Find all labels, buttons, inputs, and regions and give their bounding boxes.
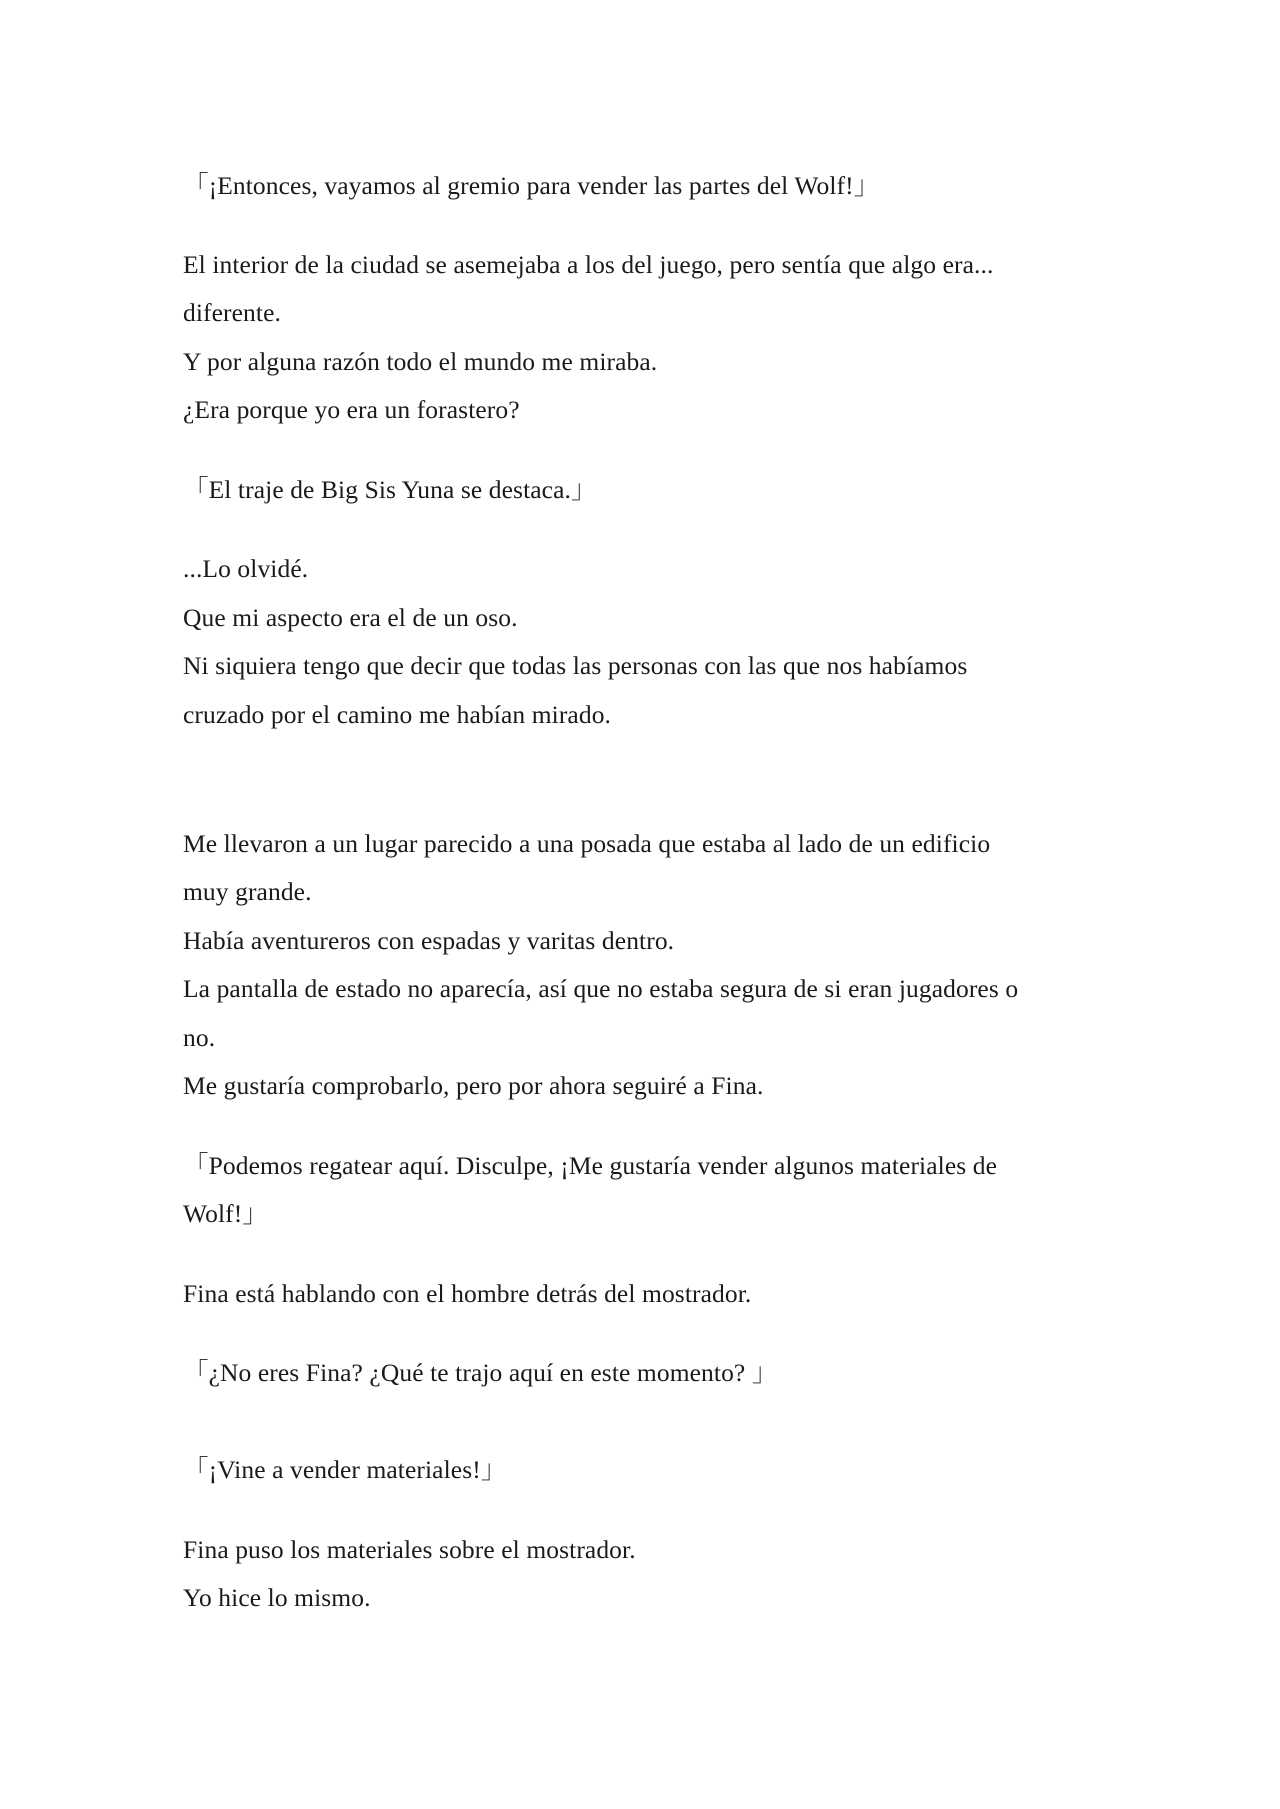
- text-line: muy grande.: [183, 877, 312, 906]
- text-line: cruzado por el camino me habían mirado.: [183, 700, 612, 729]
- text-line: Y por alguna razón todo el mundo me miraba.: [183, 347, 658, 376]
- text-line: ...Lo olvidé.: [183, 554, 309, 583]
- dialogue-line: 「El traje de Big Sis Yuna se destaca.」: [183, 475, 597, 504]
- text-line: Ni siquiera tengo que decir que todas las personas con las que nos habíamos: [183, 651, 968, 680]
- text-line: El interior de la ciudad se asemejaba a los del juego, pero sentía que algo era...: [183, 250, 994, 279]
- text-line: Me llevaron a un lugar parecido a una posada que estaba al lado de un edificio: [183, 829, 991, 858]
- dialogue-line: 「¡Entonces, vayamos al gremio para vender las partes del Wolf!」: [183, 171, 880, 200]
- text-line: ¿Era porque yo era un forastero?: [183, 395, 520, 424]
- dialogue-line: 「Podemos regatear aquí. Disculpe, ¡Me gustaría vender algunos materiales de: [183, 1151, 998, 1180]
- text-line: diferente.: [183, 298, 281, 327]
- text-line: Yo hice lo mismo.: [183, 1583, 371, 1612]
- text-line: Había aventureros con espadas y varitas dentro.: [183, 926, 675, 955]
- text-line: Que mi aspecto era el de un oso.: [183, 603, 518, 632]
- dialogue-line: Wolf!」: [183, 1199, 268, 1228]
- text-line: Fina puso los materiales sobre el mostrador.: [183, 1535, 636, 1564]
- text-line: La pantalla de estado no aparecía, así que no estaba segura de si eran jugadores o: [183, 974, 1019, 1003]
- dialogue-line: 「¿No eres Fina? ¿Qué te trajo aquí en este momento? 」: [183, 1358, 778, 1387]
- text-line: Fina está hablando con el hombre detrás del mostrador.: [183, 1279, 752, 1308]
- text-line: no.: [183, 1023, 216, 1052]
- dialogue-line: 「¡Vine a vender materiales!」: [183, 1455, 507, 1484]
- text-line: Me gustaría comprobarlo, pero por ahora seguiré a Fina.: [183, 1071, 764, 1100]
